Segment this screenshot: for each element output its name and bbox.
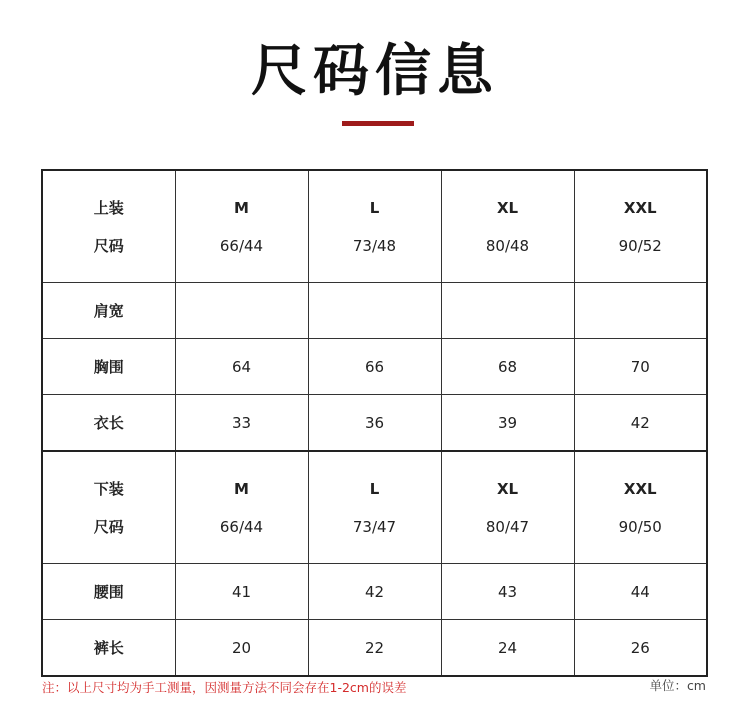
table-cell: 24 [441, 620, 574, 677]
bottom-size-label: 尺码 [93, 517, 124, 536]
table-cell [175, 283, 308, 339]
bottom-size-xl-cell [441, 451, 574, 564]
top-size-xl-cell [441, 170, 574, 283]
bottom-section-label: 下装 [93, 479, 124, 498]
bottom-size-header-label [42, 451, 175, 564]
top-size-code: 73/48 [352, 236, 397, 255]
top-size-xxl-cell [574, 170, 707, 283]
bottom-size-name: L [369, 479, 380, 498]
bottom-size-code: 80/47 [485, 517, 530, 536]
table-cell: 42 [574, 395, 707, 452]
table-cell: 39 [441, 395, 574, 452]
table-cell: 26 [574, 620, 707, 677]
table-cell: 36 [308, 395, 441, 452]
table-cell: 20 [175, 620, 308, 677]
top-section-label: 上装 [93, 198, 124, 217]
top-size-name: M [234, 198, 249, 217]
table-cell: 70 [574, 339, 707, 395]
measurement-note: 注：以上尺寸均为手工测量，因测量方法不同会存在1-2cm的误差 [42, 680, 407, 695]
row-label: 胸围 [42, 339, 175, 395]
top-size-code: 80/48 [485, 236, 530, 255]
top-size-m-cell [175, 170, 308, 283]
table-cell: 33 [175, 395, 308, 452]
top-size-header-label [42, 170, 175, 283]
table-cell: 64 [175, 339, 308, 395]
bottom-size-name: M [234, 479, 249, 498]
bottom-size-m-cell [175, 451, 308, 564]
size-table [41, 169, 708, 677]
table-cell: 43 [441, 564, 574, 620]
table-cell [441, 283, 574, 339]
top-size-code: 90/52 [618, 236, 662, 255]
top-size-l-cell [308, 170, 441, 283]
table-cell: 42 [308, 564, 441, 620]
table-row [42, 283, 707, 339]
table-cell [308, 283, 441, 339]
top-size-name: XL [496, 198, 519, 217]
row-label: 腰围 [42, 564, 175, 620]
row-label: 裤长 [42, 620, 175, 677]
table-cell [574, 283, 707, 339]
bottom-size-header-row [42, 451, 707, 564]
table-row [42, 395, 707, 452]
bottom-size-name: XXL [623, 479, 657, 498]
top-size-name: L [369, 198, 380, 217]
table-cell: 44 [574, 564, 707, 620]
table-cell: 22 [308, 620, 441, 677]
top-size-code: 66/44 [219, 236, 264, 255]
top-size-label: 尺码 [93, 236, 124, 255]
page-title: 尺码信息 [251, 39, 499, 104]
bottom-size-l-cell [308, 451, 441, 564]
table-cell: 66 [308, 339, 441, 395]
table-row [42, 620, 707, 677]
row-label: 肩宽 [42, 283, 175, 339]
row-label: 衣长 [42, 395, 175, 452]
table-row [42, 564, 707, 620]
bottom-size-code: 73/47 [352, 517, 397, 536]
unit-label: 单位：cm [649, 678, 706, 693]
table-row [42, 339, 707, 395]
bottom-size-code: 66/44 [219, 517, 264, 536]
top-size-header-row [42, 170, 707, 283]
table-cell: 68 [441, 339, 574, 395]
top-size-name: XXL [623, 198, 657, 217]
title-underline [342, 121, 414, 126]
bottom-size-name: XL [496, 479, 519, 498]
bottom-size-xxl-cell [574, 451, 707, 564]
bottom-size-code: 90/50 [618, 517, 662, 536]
table-cell: 41 [175, 564, 308, 620]
